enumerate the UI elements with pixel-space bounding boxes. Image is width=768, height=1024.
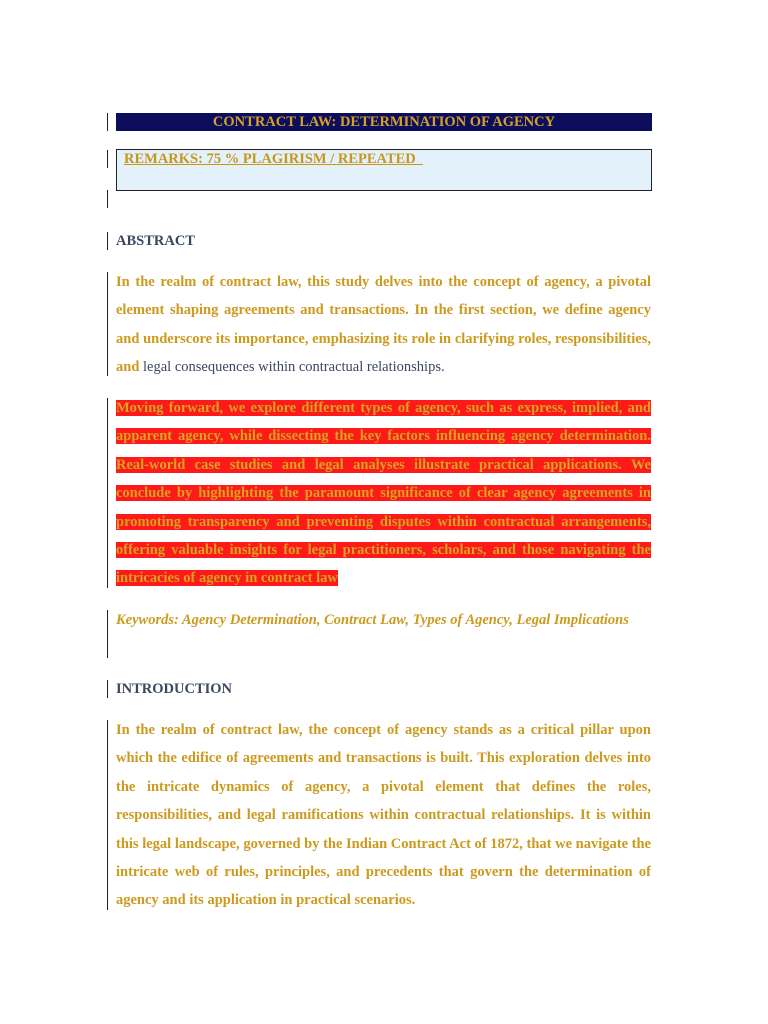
introduction-heading: INTRODUCTION (116, 681, 233, 697)
change-bar (107, 720, 108, 910)
change-bar (107, 398, 108, 588)
keywords-paragraph: Keywords: Agency Determination, Contract Law, Types of Agency, Legal Implications (116, 612, 629, 628)
change-bar (107, 680, 108, 698)
change-bar (107, 190, 108, 208)
change-bar (107, 150, 108, 168)
abstract-paragraph-1-plain: legal consequences within contractual relationships. (143, 359, 445, 376)
remarks-text: REMARKS: 75 % PLAGIRISM / REPEATED (124, 151, 424, 167)
abstract-paragraph-2 (116, 394, 651, 593)
abstract-paragraph-1-bold: In the realm of contract law, this study delves into the concept of agency, a pivotal element shaping agreements and transactions. In the first section, we define agency and underscore its importance, emphasizing its role in clarifying roles, responsibilities, and (116, 274, 651, 376)
highlighted-text: Moving forward, we explore different types of agency, such as express, implied, and apparent agency, while dissecting the key factors influencing agency determination. Real-world case studies and legal analyses illustrate practical applications. We conclude by highlighting the paramount significance of clear agency agreements in promoting transparency and preventing disputes within contractual arrangements, offering valuable insights for legal practitioners, scholars, and those navigating the intricacies of agency in contract law (116, 400, 651, 587)
document-title: CONTRACT LAW: DETERMINATION OF AGENCY (116, 113, 652, 131)
change-bar (107, 272, 108, 376)
change-bar (107, 232, 108, 250)
change-bar (107, 113, 108, 131)
change-bar (107, 610, 108, 658)
remarks-box (116, 149, 652, 191)
introduction-paragraph: In the realm of contract law, the concept of agency stands as a critical pillar upon which the edifice of agreements and transactions is built. This exploration delves into the intricate dynamics of agency, a pivotal element that defines the roles, responsibilities, and legal ramifications within contractual relationships. It is within this legal landscape, governed by the Indian Contract Act of 1872, that we navigate the intricate web of rules, principles, and precedents that govern the determination of agency and its application in practical scenarios. (116, 722, 651, 909)
abstract-paragraph-1 (116, 268, 651, 382)
abstract-heading: ABSTRACT (116, 233, 195, 249)
